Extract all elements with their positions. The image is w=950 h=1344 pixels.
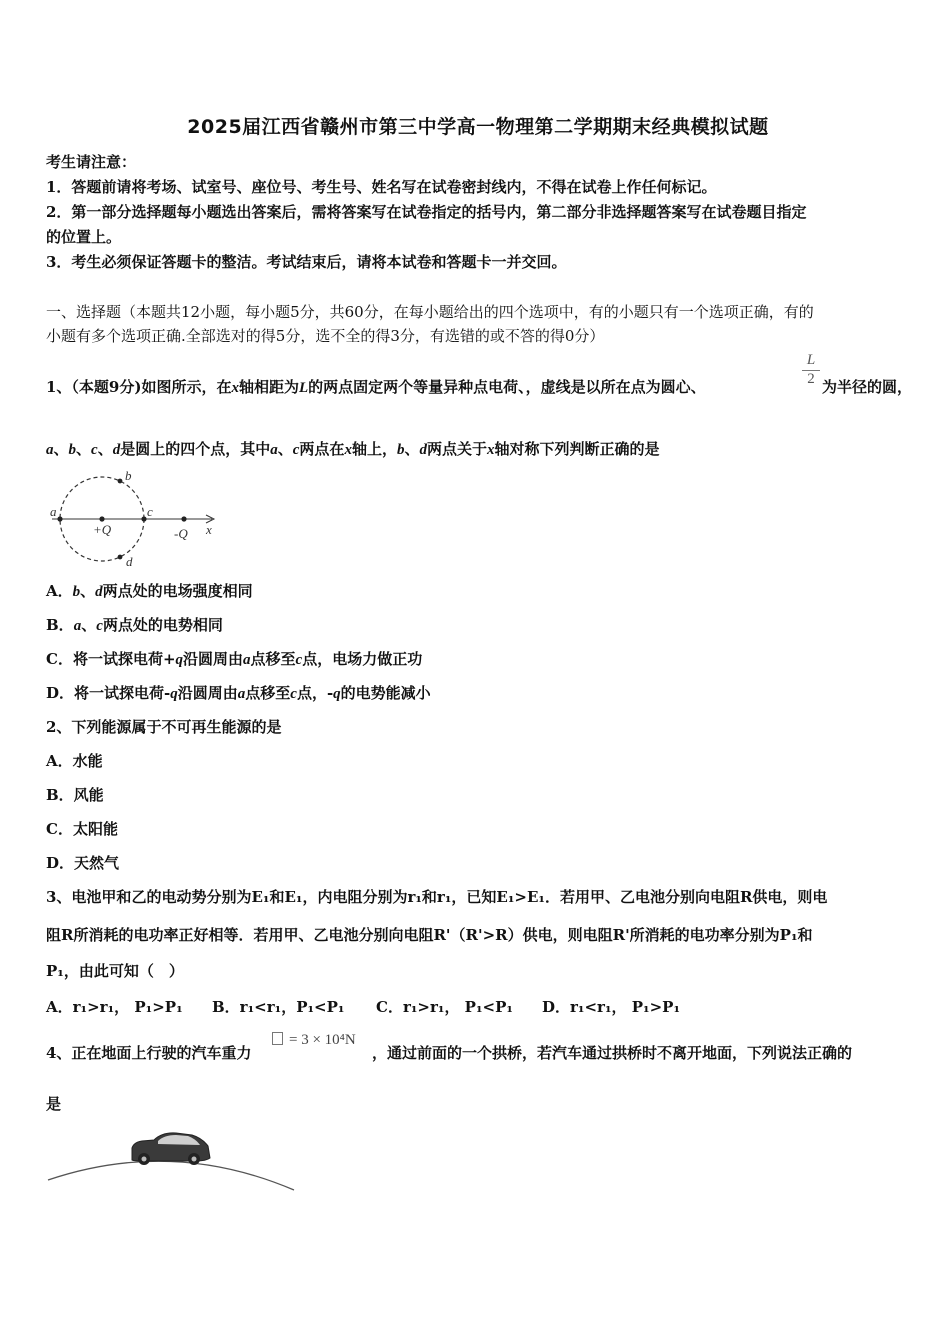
q1-stem-end: 为半径的圆， [822,378,913,396]
page-title: 2025届江西省赣州市第三中学高一物理第二学期期末经典模拟试题 [187,116,769,138]
section1-instructions: 一、选择题（本题共12小题，每小题5分，共60分，在每小题给出的四个选项中，有的小题只有一个选项正确，有的 [46,303,814,321]
notice-heading: 考生请注意： [46,153,137,171]
q1-figure [46,464,226,574]
q4-stem: 4、正在地面上行驶的汽车重力 [46,1044,252,1062]
q1-option-a[interactable]: A．b、d两点处的电场强度相同 [46,582,253,600]
q2-option-d[interactable]: D．天然气 [46,854,120,872]
notice-item-2-cont: 的位置上。 [46,228,122,246]
notice-item-2: 2．第一部分选择题每小题选出答案后，需将答案写在试卷指定的括号内，第二部分非选择题答案写在试卷题目指定 [46,203,807,221]
q1-option-c[interactable]: C．将一试探电荷+q沿圆周由a点移至c点，电场力做正功 [46,650,423,668]
section1-instructions-cont: 小题有多个选项正确.全部选对的得5分，选不全的得3分，有选错的或不答的得0分） [46,327,605,345]
q4-stem-cont: ，通过前面的一个拱桥，若汽车通过拱桥时不离开地面，下列说法正确的 [372,1044,853,1062]
arch-bridge [48,1161,294,1190]
notice-item-3: 3．考生必须保证答题卡的整洁。考试结束后，请将本试卷和答题卡一并交回。 [46,253,567,271]
q3-stem-line1: 3、电池甲和乙的电动势分别为E₁和E₁，内电阻分别为r₁和r₁，已知E₁>E₁．若用甲、乙电池分别向电阻R供电，则电 [46,888,828,906]
q2-stem: 2、下列能源属于不可再生能源的是 [46,718,282,736]
q3-option-a[interactable]: A．r₁>r₁， P₁>P₁ [46,998,183,1016]
q1-stem: 1、（本题9分)如图所示，在x轴相距为L的两点固定两个等量异种点电荷、，虚线是以所在点为圆心、 [46,378,706,396]
q1-stem-line2: a、b、c、d是圆上的四个点，其中a、c两点在x轴上，b、d两点关于x轴对称下列判断正确的是 [46,440,660,458]
label-negative-q: -Q [174,526,188,541]
label-d: d [126,554,133,569]
label-b: b [125,468,132,483]
label-positive-q: +Q [93,522,112,537]
q3-stem-line2: 阻R所消耗的电功率正好相等．若用甲、乙电池分别向电阻R'（R'>R）供电，则电阻R'所消耗的电功率分别为P₁和 [46,926,813,944]
q3-stem-line3: P₁，由此可知（ ） [46,962,184,980]
q1-fraction-l-over-2: $\frac{L}{2}$ [802,352,820,389]
q2-option-a[interactable]: A．水能 [46,752,103,770]
q3-option-d[interactable]: D．r₁<r₁， P₁>P₁ [542,998,681,1016]
point-d [118,555,123,560]
car-icon [132,1133,210,1165]
label-x-axis: x [206,522,212,537]
charge-positive [99,516,104,521]
placeholder-box-icon [272,1032,283,1045]
notice-item-1: 1．答题前请将考场、试室号、座位号、考生号、姓名写在试卷密封线内，不得在试卷上作任何标记。 [46,178,717,196]
label-a: a [50,504,57,519]
label-c: c [147,504,153,519]
q4-stem-line2: 是 [46,1095,62,1113]
q4-figure [46,1124,306,1196]
q3-option-c[interactable]: C．r₁>r₁， P₁<P₁ [376,998,513,1016]
q4-gravity-formula: = 3 × 10⁴N [272,1032,356,1049]
point-b [118,479,123,484]
q1-option-b[interactable]: B．a、c两点处的电势相同 [46,616,223,634]
charge-negative [181,516,186,521]
point-c [141,516,146,521]
q3-options [46,996,910,1018]
q3-option-b[interactable]: B．r₁<r₁，P₁<P₁ [212,998,345,1016]
q2-option-c[interactable]: C．太阳能 [46,820,118,838]
point-a [57,516,62,521]
q1-option-d[interactable]: D．将一试探电荷-q沿圆周由a点移至c点，-q的电势能减小 [46,684,431,702]
q2-option-b[interactable]: B．风能 [46,786,104,804]
